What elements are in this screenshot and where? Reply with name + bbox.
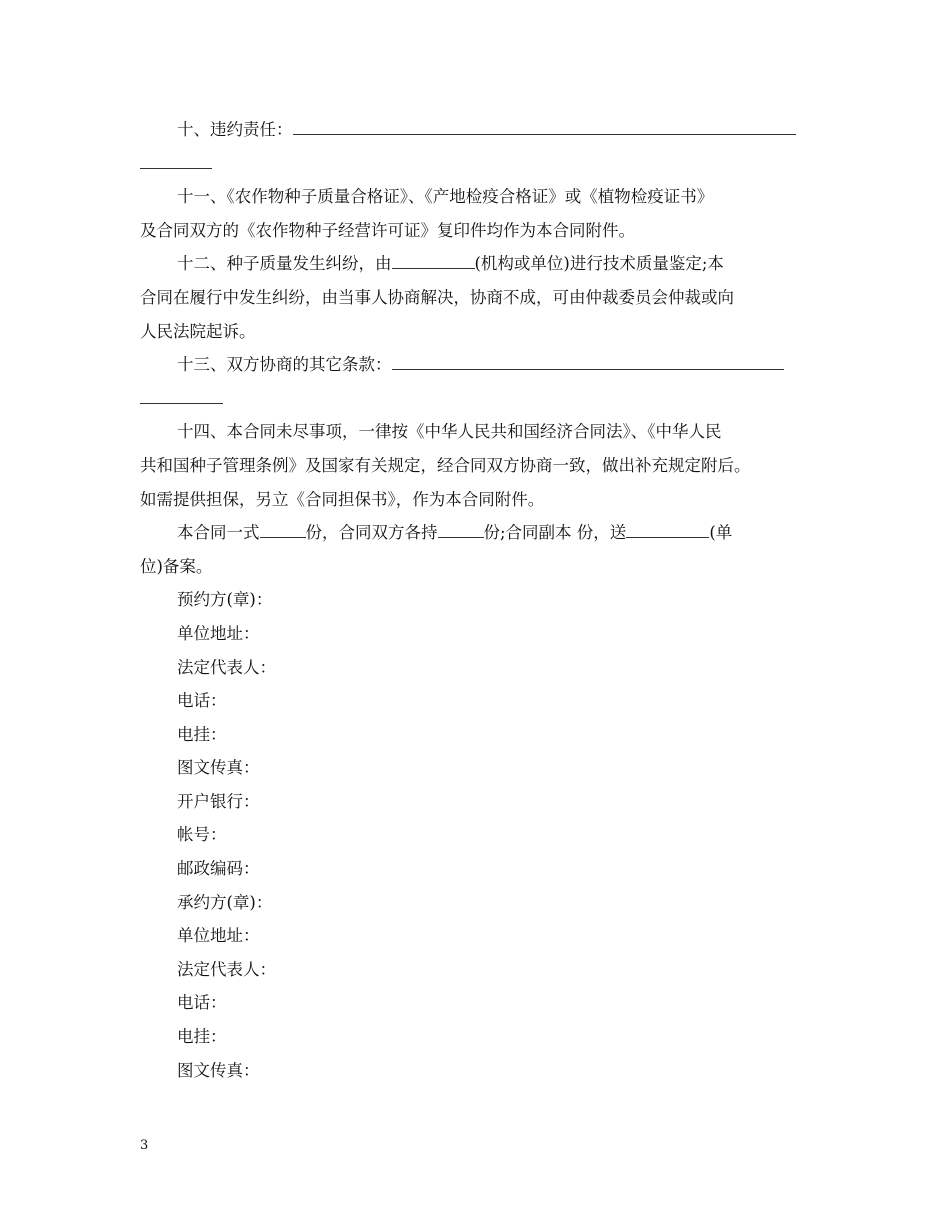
clause-12-part2: (机构或单位)进行技术质量鉴定;本 [474, 254, 724, 274]
party-a-account: 帐号： [177, 825, 227, 845]
blank-line [140, 402, 223, 404]
party-a-rep: 法定代表人： [177, 657, 276, 677]
copies-clause-line2: 位)备案。 [140, 556, 213, 576]
party-b-address: 单位地址： [177, 926, 260, 946]
party-b-rep: 法定代表人： [177, 959, 276, 979]
clause-13 [140, 348, 812, 382]
clause-12-line3: 人民法院起诉。 [140, 321, 256, 341]
party-a-telegram: 电挂： [177, 724, 227, 744]
clause-10-label: 十、违约责任： [177, 120, 293, 139]
clause-10 [140, 113, 812, 147]
clause-13-continuation [140, 382, 812, 416]
blank-line [293, 133, 796, 135]
party-b-fax: 图文传真： [177, 1060, 260, 1080]
clause-11-line1: 十一、《农作物种子质量合格证》、《产地检疫合格证》或《植物检疫证书》 [177, 187, 714, 207]
copies-part4: (单 [709, 523, 733, 543]
clause-14-line2: 共和国种子管理条例》及国家有关规定，经合同双方协商一致，做出补充规定附后。 [140, 455, 751, 475]
copies-part2: 份，合同双方各持 [305, 523, 438, 543]
party-a-bank: 开户银行： [177, 791, 260, 811]
copies-clause [140, 516, 812, 550]
clause-11-line2: 及合同双方的《农作物种子经营许可证》复印件均作为本合同附件。 [140, 220, 635, 240]
party-a-fax: 图文传真： [177, 758, 260, 778]
contract-body [140, 113, 812, 1087]
blank-line [140, 167, 212, 169]
clause-12-line1 [140, 247, 812, 281]
party-a-phone: 电话： [177, 691, 227, 711]
blank-line [438, 536, 484, 538]
clause-10-continuation [140, 147, 812, 181]
clause-12-line2: 合同在履行中发生纠纷，由当事人协商解决，协商不成，可由仲裁委员会仲裁或向 [140, 287, 734, 307]
party-b-phone: 电话： [177, 993, 227, 1013]
blank-line [260, 536, 306, 538]
party-a-address: 单位地址： [177, 623, 260, 643]
party-b-title: 承约方(章)： [177, 892, 273, 912]
clause-14-line1: 十四、本合同未尽事项，一律按《中华人民共和国经济合同法》、《中华人民 [177, 422, 722, 442]
party-a-title: 预约方(章)： [177, 590, 273, 610]
blank-line [626, 536, 709, 538]
party-a-postcode: 邮政编码： [177, 859, 260, 879]
copies-part3: 份;合同副本 份，送 [483, 523, 627, 543]
clause-13-label: 十三、双方协商的其它条款： [177, 355, 392, 375]
page-number: 3 [140, 1138, 149, 1153]
copies-part1: 本合同一式 [177, 523, 260, 543]
party-b-telegram: 电挂： [177, 1027, 227, 1047]
blank-line [392, 368, 784, 370]
clause-14-line3: 如需提供担保，另立《合同担保书》，作为本合同附件。 [140, 489, 545, 509]
clause-12-part1: 十二、种子质量发生纠纷，由 [177, 254, 392, 274]
blank-line [392, 267, 475, 269]
